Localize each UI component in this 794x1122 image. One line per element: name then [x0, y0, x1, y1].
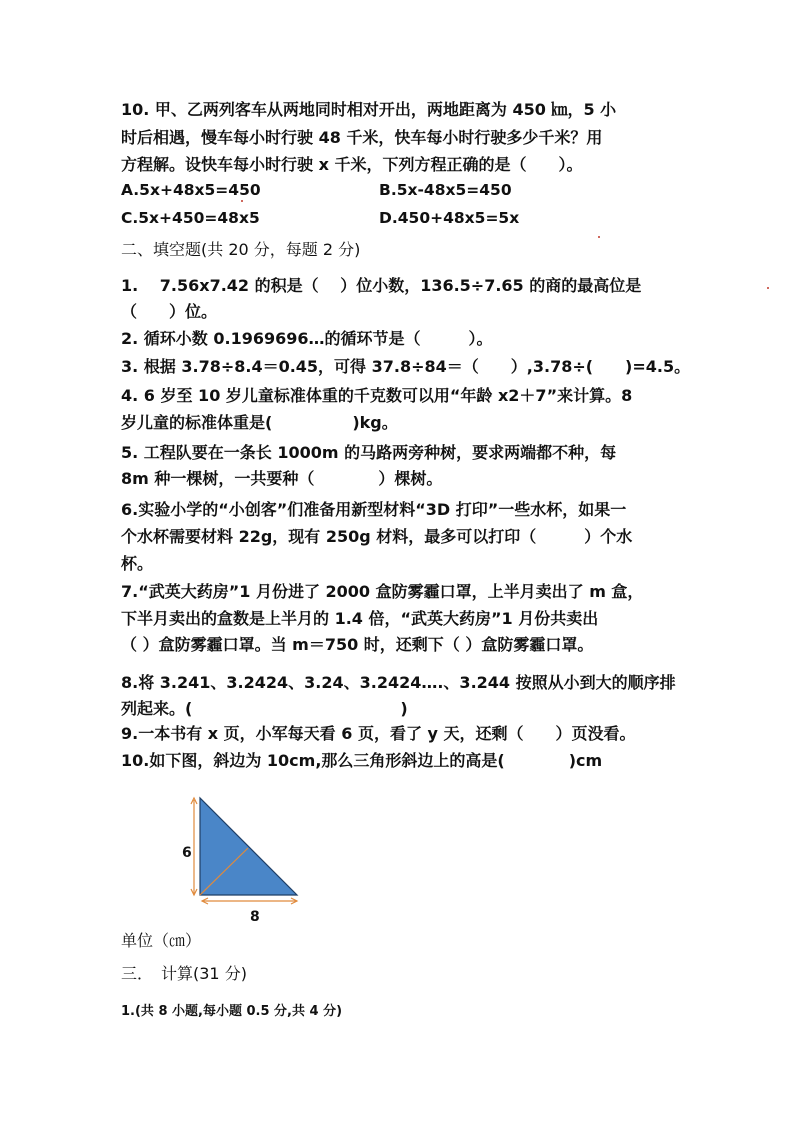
section-3-sub-1: 1.(共 8 小题,每小题 0.5 分,共 4 分) [121, 1004, 343, 1019]
q10-line-3: 方程解。设快车每小时行驶 x 千米，下列方程正确的是（ ）。 [121, 155, 583, 174]
fill-q6-line-2: 个水杯需要材料 22g，现有 250g 材料，最多可以打印（ ）个水 [121, 527, 633, 546]
right-triangle-figure [170, 790, 320, 930]
fill-q4-line-2: 岁儿童的标准体重是( )kg。 [121, 413, 398, 432]
label-eight: 8 [250, 909, 260, 925]
q10-option-b: B.5x-48x5=450 [379, 181, 512, 199]
label-six: 6 [182, 845, 192, 861]
unit-note: 单位（㎝） [121, 931, 202, 950]
q10-line-2: 时后相遇，慢车每小时行驶 48 千米，快车每小时行驶多少千米？用 [121, 128, 603, 147]
fill-q8-line-2: 列起来。( ) [121, 699, 408, 718]
scan-speck [598, 236, 600, 238]
section-3-title: 三． 计算(31 分) [121, 964, 247, 983]
q10-option-a: A.5x+48x5=450 [121, 181, 261, 199]
fill-q10: 10.如下图，斜边为 10cm,那么三角形斜边上的高是( )cm [121, 751, 603, 770]
scan-speck [241, 200, 243, 202]
fill-q1-line-1: 1. 7.56x7.42 的积是（ ）位小数，136.5÷7.65 的商的最高位是 [121, 276, 642, 295]
q10-option-c: C.5x+450=48x5 [121, 209, 260, 227]
fill-q7-line-1: 7.“武英大药房”1 月份进了 2000 盒防雾霾口罩，上半月卖出了 m 盒， [121, 582, 644, 601]
fill-q6-line-1: 6.实验小学的“小创客”们准备用新型材料“3D 打印”一些水杯，如果一 [121, 500, 627, 519]
fill-q7-line-2: 下半月卖出的盒数是上半月的 1.4 倍，“武英大药房”1 月份共卖出 [121, 609, 599, 628]
q10-option-d: D.450+48x5=5x [379, 209, 520, 227]
fill-q6-line-3: 杯。 [121, 554, 154, 573]
fill-q4-line-1: 4. 6 岁至 10 岁儿童标准体重的千克数可以用“年龄 x2＋7”来计算。8 [121, 386, 633, 405]
fill-q5-line-1: 5. 工程队要在一条长 1000m 的马路两旁种树，要求两端都不种，每 [121, 443, 617, 462]
fill-q7-line-3: （ ）盒防雾霾口罩。当 m＝750 时，还剩下（ ）盒防雾霾口罩。 [121, 635, 594, 654]
fill-q3: 3. 根据 3.78÷8.4＝0.45，可得 37.8÷84＝（ ）,3.78÷( )=4.5。 [121, 357, 691, 376]
fill-q9: 9.一本书有 x 页，小军每天看 6 页，看了 y 天，还剩（ ）页没看。 [121, 724, 636, 743]
scan-speck [767, 287, 769, 289]
section-2-title: 二、填空题(共 20 分，每题 2 分) [121, 240, 361, 259]
fill-q8-line-1: 8.将 3.241、3.2424、3.24、3.2424….、3.244 按照从小到大的顺序排 [121, 673, 676, 692]
fill-q1-line-2: （ ）位。 [121, 302, 218, 321]
fill-q2: 2. 循环小数 0.1969696…的循环节是（ ）。 [121, 329, 493, 348]
q10-line-1: 10. 甲、乙两列客车从两地同时相对开出，两地距离为 450 ㎞，5 小 [121, 100, 617, 119]
fill-q5-line-2: 8m 种一棵树，一共要种（ ）棵树。 [121, 469, 443, 488]
